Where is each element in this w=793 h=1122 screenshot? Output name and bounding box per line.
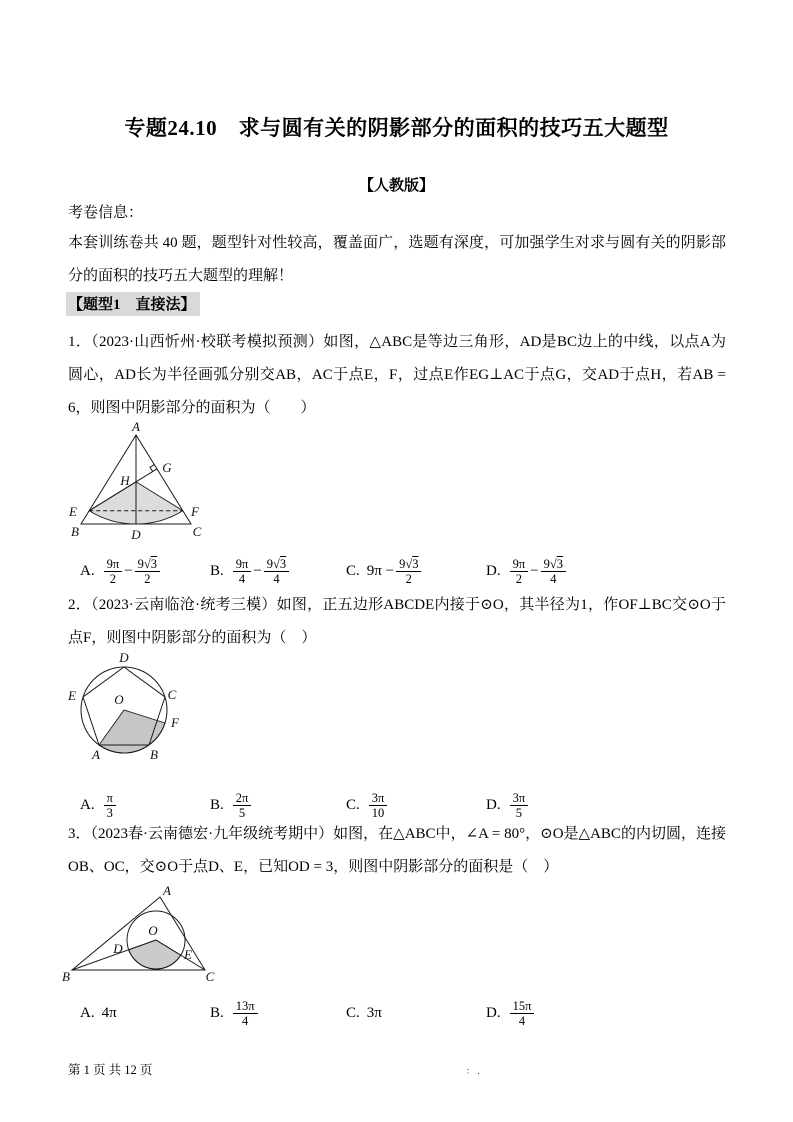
fig3-label-o: O [148,923,158,938]
q1-option-a-key: A. [80,562,95,579]
fig1-label-b: B [71,524,79,539]
q2-option-c-value: $\frac{3\pi}{10}$ [367,791,390,820]
section-1-heading: 【题型1 直接法】 [66,292,200,316]
q3-option-a-key: A. [80,1004,95,1021]
fig3-label-b: B [62,969,70,984]
fig3-shaded-sector [129,940,181,969]
fig2-label-o: O [114,692,124,707]
figure-2 [64,652,236,774]
q3-option-c-key: C. [346,1004,360,1021]
fig2-label-d: D [119,650,129,665]
q2-option-b-value: $\frac{2\pi}{5}$ [231,791,254,820]
exam-info-text: 本套训练卷共 40 题，题型针对性较高，覆盖面广，选题有深度，可加强学生对求与圆有关的阴影部分的面积的技巧五大题型的理解！ [68,235,726,284]
q3-option-a [80,990,117,1036]
fig2-label-e: E [68,688,76,703]
q1-option-d-value: $\frac{9\pi}{2}$ − $\frac{9√3}{4}$ [508,557,568,586]
question-1-options [68,548,728,594]
fig2-label-a: A [92,747,100,762]
q2-option-b-key: B. [210,796,224,813]
fig3-label-d: D [113,941,123,956]
q3-option-a-value: 4π [101,1004,117,1021]
fig3-label-e: E [184,947,192,962]
q1-option-d-key: D. [486,562,501,579]
q3-option-c-value: 3π [366,1004,382,1021]
footer-marks: ： ． [466,1066,487,1076]
fig2-label-b: B [150,747,158,762]
q3-option-b [210,990,260,1036]
q2-option-c-key: C. [346,796,360,813]
question-2-text: 2．（2023·云南临沧·统考三模）如图，正五边形ABCDE内接于⊙O，其半径为1，作OF⊥BC交⊙O于点F，则图中阴影部分的面积为（ ） [68,597,726,646]
q1-option-d [486,548,568,594]
figure-3 [62,884,227,990]
question-2-options [68,782,728,822]
question-3-text: 3．（2023春·云南德宏·九年级统考期中）如图，在△ABC中，∠A = 80°，⊙O是△ABC的内切圆，连接OB、OC，交⊙O于点D、E，已知OD = 3，则图中阴影部分的面积是（ ） [68,826,726,875]
q1-option-a-value: $\frac{9\pi}{2}$ − $\frac{9√3}{2}$ [102,557,162,586]
fig2-label-c: C [167,687,177,702]
fig1-label-d: D [131,527,141,542]
q2-option-d-value: $\frac{3\pi}{5}$ [508,791,531,820]
q1-option-b-key: B. [210,562,224,579]
q1-option-c-value: 9π − $\frac{9√3}{2}$ [367,557,424,586]
edition-label: 【人教版】 [358,178,434,194]
q3-option-d-key: D. [486,1004,501,1021]
q3-option-b-value: $\frac{13\pi}{4}$ [231,999,260,1028]
fig1-label-g: G [162,460,172,475]
q1-option-b [210,548,291,594]
fig1-label-e: E [69,504,77,519]
q3-option-b-key: B. [210,1004,224,1021]
fig1-label-h: H [120,473,130,488]
fig1-label-a: A [132,419,140,434]
q2-option-d-key: D. [486,796,501,813]
q2-option-a-key: A. [80,796,95,813]
q3-option-c [346,990,382,1036]
q3-option-d [486,990,536,1036]
q1-option-a [80,548,162,594]
exam-info-label: 考卷信息： [68,205,144,221]
q2-option-a-value: $\frac{\pi}{3}$ [102,791,118,820]
fig3-label-a: A [163,883,171,898]
q1-option-b-value: $\frac{9\pi}{4}$ − $\frac{9√3}{4}$ [231,557,291,586]
fig1-label-c: C [192,524,202,539]
question-3-options [68,990,728,1036]
fig3-label-c: C [205,969,215,984]
figure-1 [62,419,272,547]
q1-option-c [346,548,423,594]
question-1-text: 1．（2023·山西忻州·校联考模拟预测）如图，△ABC是等边三角形，AD是BC边上的中线，以点A为圆心，AD长为半径画弧分别交AB，AC于点E，F，过点E作EG⊥AC于点G，交AD于点H，若AB = 6，则图中阴影部分的面积为（ ） [68,334,726,416]
page-number: 第 1 页 共 12 页 [68,1063,153,1077]
page-title: 专题24.10 求与圆有关的阴影部分的面积的技巧五大题型 [124,116,669,140]
fig1-label-f: F [191,504,199,519]
q3-option-d-value: $\frac{15\pi}{4}$ [508,999,537,1028]
fig2-label-f: F [171,715,179,730]
q1-option-c-key: C. [346,562,360,579]
